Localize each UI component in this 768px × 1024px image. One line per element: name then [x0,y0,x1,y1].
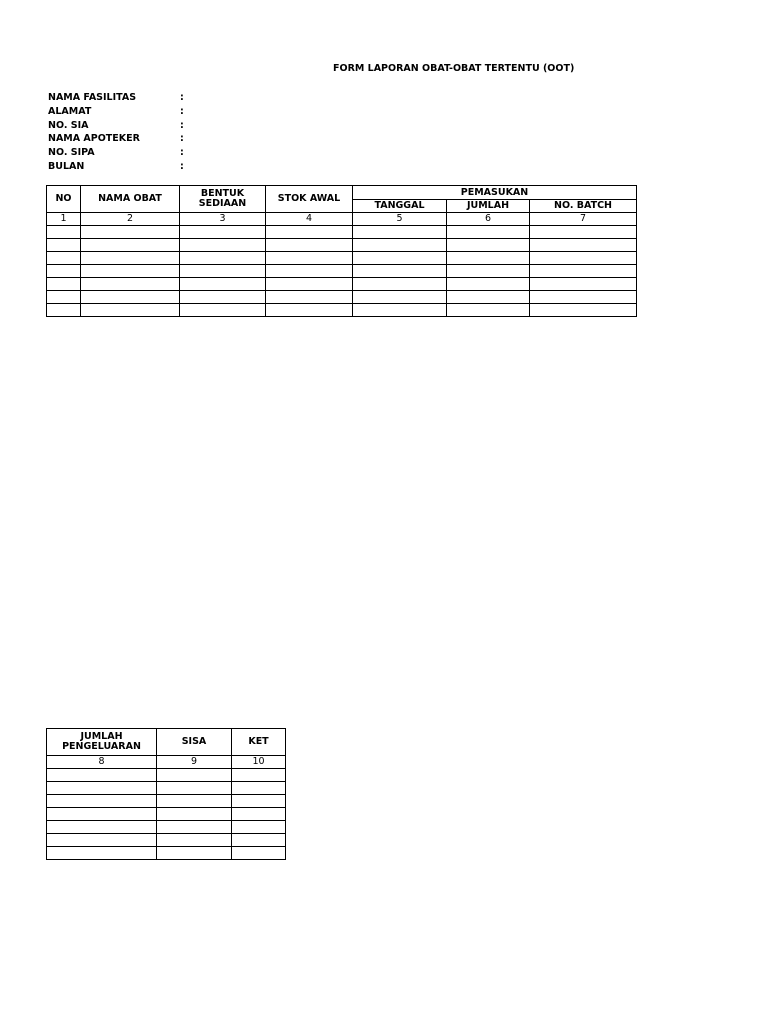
column-number: 4 [266,213,353,226]
header-stok-awal: STOK AWAL [266,186,353,213]
table-cell [47,226,81,239]
table-cell [47,239,81,252]
table-cell [232,769,286,782]
table-row [47,265,637,278]
header-jumlah-pengeluaran: JUMLAH PENGELUARAN [47,729,157,756]
field-colon: : [180,147,184,159]
table-cell [353,278,447,291]
table-cell [530,252,637,265]
table-cell [81,304,180,317]
table-cell [81,252,180,265]
table-cell [47,821,157,834]
table-cell [266,278,353,291]
table-cell [180,226,266,239]
form-title: FORM LAPORAN OBAT-OBAT TERTENTU (OOT) [333,63,575,74]
table-row [47,847,286,860]
table-row [47,291,637,304]
field-label: ALAMAT [48,105,92,117]
table-row [47,782,286,795]
table-cell [447,304,530,317]
header-ket: KET [232,729,286,756]
table-cell [530,278,637,291]
header-bentuk-sediaan: BENTUK SEDIAAN [180,186,266,213]
table-row [47,278,637,291]
table-cell [157,834,232,847]
table-cell [47,834,157,847]
field-nama-fasilitas [48,91,248,105]
table-cell [81,291,180,304]
table-cell [353,239,447,252]
table-cell [180,291,266,304]
table-cell [447,265,530,278]
table-cell [157,769,232,782]
pemasukan-table [46,185,637,317]
table-cell [180,304,266,317]
table-cell [157,782,232,795]
table-cell [47,769,157,782]
table-cell [530,265,637,278]
field-colon: : [180,92,184,103]
table-cell [232,834,286,847]
table-cell [47,808,157,821]
field-colon: : [180,133,184,145]
table-cell [447,252,530,265]
table-cell [47,252,81,265]
table-cell [353,291,447,304]
table-cell [180,265,266,278]
header-tanggal: TANGGAL [353,200,447,213]
table-row [47,808,286,821]
table-cell [232,795,286,808]
table-cell [266,291,353,304]
pengeluaran-table [46,728,286,860]
field-label: NO. SIA [48,119,89,131]
table-cell [447,291,530,304]
table-cell [157,808,232,821]
table-cell [81,265,180,278]
table-cell [180,278,266,291]
header-nama-obat: NAMA OBAT [81,186,180,213]
column-number: 5 [353,213,447,226]
field-alamat [48,105,248,119]
info-fields [48,91,248,174]
table-cell [180,252,266,265]
table-cell [530,304,637,317]
table-cell [157,821,232,834]
field-colon: : [180,105,184,117]
field-no-sipa [48,146,248,160]
header-jumlah: JUMLAH [447,200,530,213]
table-cell [530,239,637,252]
table-cell [81,278,180,291]
table-cell [180,239,266,252]
column-number: 8 [47,756,157,769]
table-cell [447,278,530,291]
table-cell [447,239,530,252]
table-row [47,795,286,808]
field-colon: : [180,119,184,131]
field-no-sia [48,119,248,133]
header-no: NO [47,186,81,213]
table-cell [266,252,353,265]
table-cell [81,239,180,252]
column-number: 6 [447,213,530,226]
column-number: 10 [232,756,286,769]
table-cell [353,252,447,265]
table-cell [447,226,530,239]
table-cell [232,808,286,821]
header-sisa: SISA [157,729,232,756]
table-cell [353,226,447,239]
table-row [47,226,637,239]
table-cell [232,821,286,834]
field-label: BULAN [48,160,85,172]
column-number: 2 [81,213,180,226]
table-cell [81,226,180,239]
table-cell [47,304,81,317]
table-cell [266,265,353,278]
field-label: NAMA APOTEKER [48,133,140,145]
table-row [47,252,637,265]
table-cell [232,847,286,860]
column-number: 9 [157,756,232,769]
table-cell [353,304,447,317]
table-cell [353,265,447,278]
table-cell [157,795,232,808]
table-cell [530,226,637,239]
table-cell [232,782,286,795]
field-nama-apoteker [48,132,248,146]
header-pemasukan: PEMASUKAN [353,186,637,200]
column-number-row [47,213,637,226]
table-row [47,834,286,847]
table-cell [266,226,353,239]
field-bulan [48,160,248,174]
field-label: NAMA FASILITAS [48,92,137,103]
table-cell [47,291,81,304]
table-cell [47,265,81,278]
table-row [47,304,637,317]
table-cell [47,795,157,808]
field-label: NO. SIPA [48,147,95,159]
table-row [47,769,286,782]
table-row [47,821,286,834]
column-number-row [47,756,286,769]
table-cell [157,847,232,860]
table-cell [530,291,637,304]
column-number: 7 [530,213,637,226]
column-number: 3 [180,213,266,226]
column-number: 1 [47,213,81,226]
table-cell [266,304,353,317]
table-cell [47,847,157,860]
table-cell [47,278,81,291]
table-cell [47,782,157,795]
table-cell [266,239,353,252]
header-no-batch: NO. BATCH [530,200,637,213]
table-row [47,239,637,252]
field-colon: : [180,160,184,172]
